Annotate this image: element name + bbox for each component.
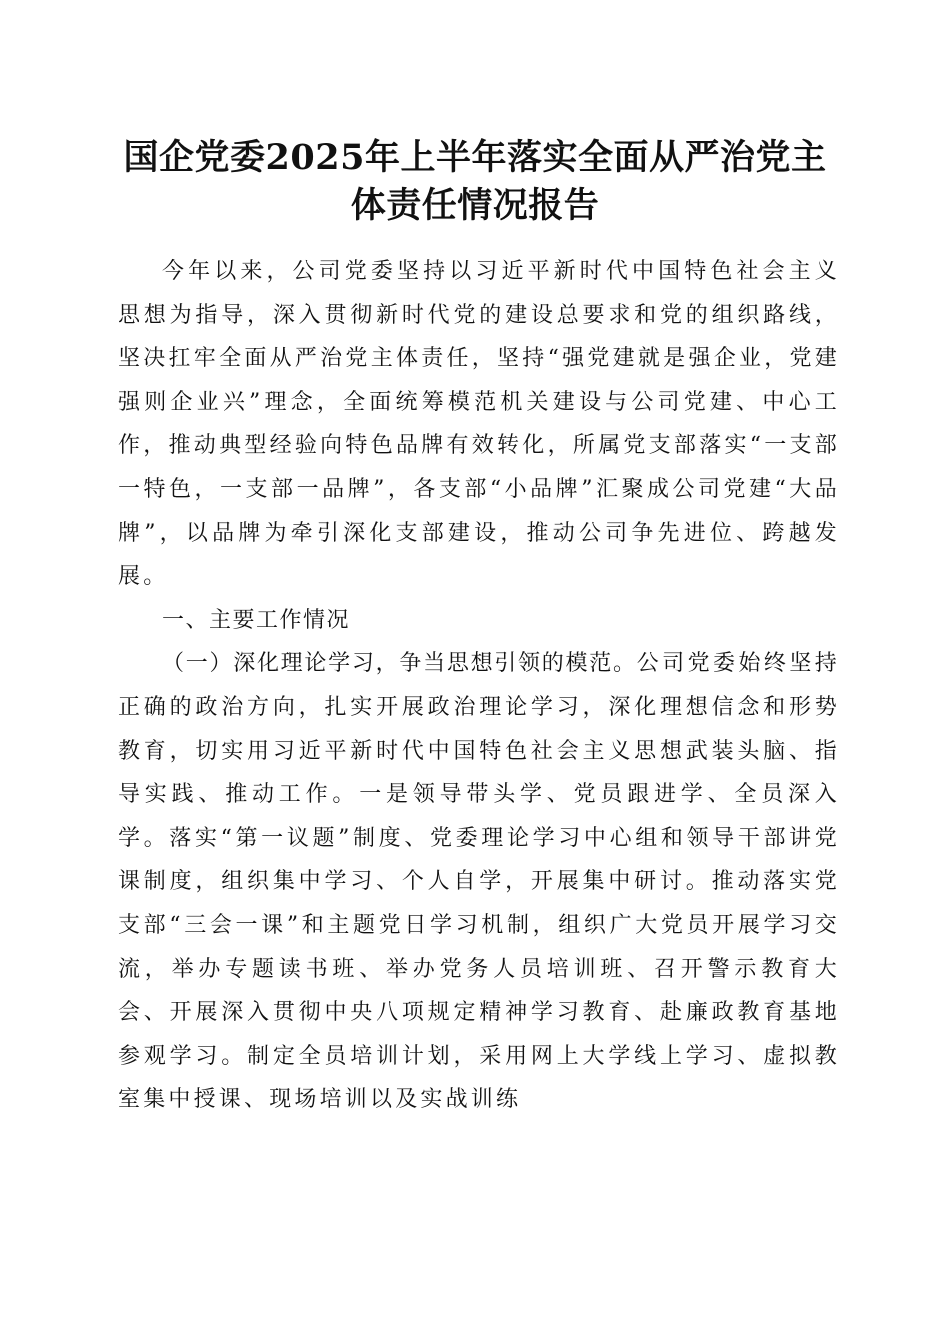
title-line-1: 国企党委2025年上半年落实全面从严治党主 bbox=[123, 137, 827, 178]
title-line-2: 体责任情况报告 bbox=[350, 185, 600, 226]
subsection-text: 公司党委始终坚持正确的政治方向，扎实开展政治理论学习，深化理想信念和形势教育，切实用习近平新时代中国特色社会主义思想武装头脑、指导实践、推动工作。一是领导带头学、党员跟进学、全员深入学。落实“第一议题”制度、党委理论学习中心组和领导干部讲党课制度，组织集中学习、个人自学，开展集中研讨。推动落实党支部“三会一课”和主题党日学习机制，组织广大党员开展学习交流，举办专题读书班、举办党务人员培训班、召开警示教育大会、开展深入贯彻中央八项规定精神学习教育、赴廉政教育基地参观学习。制定全员培训计划，采用网上大学线上学习、虚拟教室集中授课、现场培训以及实战训练 bbox=[118, 651, 840, 1113]
subsection-lead: （一）深化理论学习，争当思想引领的模范。 bbox=[162, 651, 637, 677]
section-heading: 一、主要工作情况 bbox=[162, 607, 351, 633]
document-title bbox=[110, 134, 840, 230]
subsection-paragraph bbox=[118, 642, 840, 1122]
intro-paragraph: 今年以来，公司党委坚持以习近平新时代中国特色社会主义思想为指导，深入贯彻新时代党的建设总要求和党的组织路线，坚决扛牢全面从严治党主体责任，坚持“强党建就是强企业，党建强则企业兴”理念，全面统筹模范机关建设与公司党建、中心工作，推动典型经验向特色品牌有效转化，所属党支部落实“一支部一特色，一支部一品牌”，各支部“小品牌”汇聚成公司党建“大品牌”，以品牌为牵引深化支部建设，推动公司争先进位、跨越发展。 bbox=[118, 259, 840, 590]
document-body bbox=[118, 250, 840, 1122]
